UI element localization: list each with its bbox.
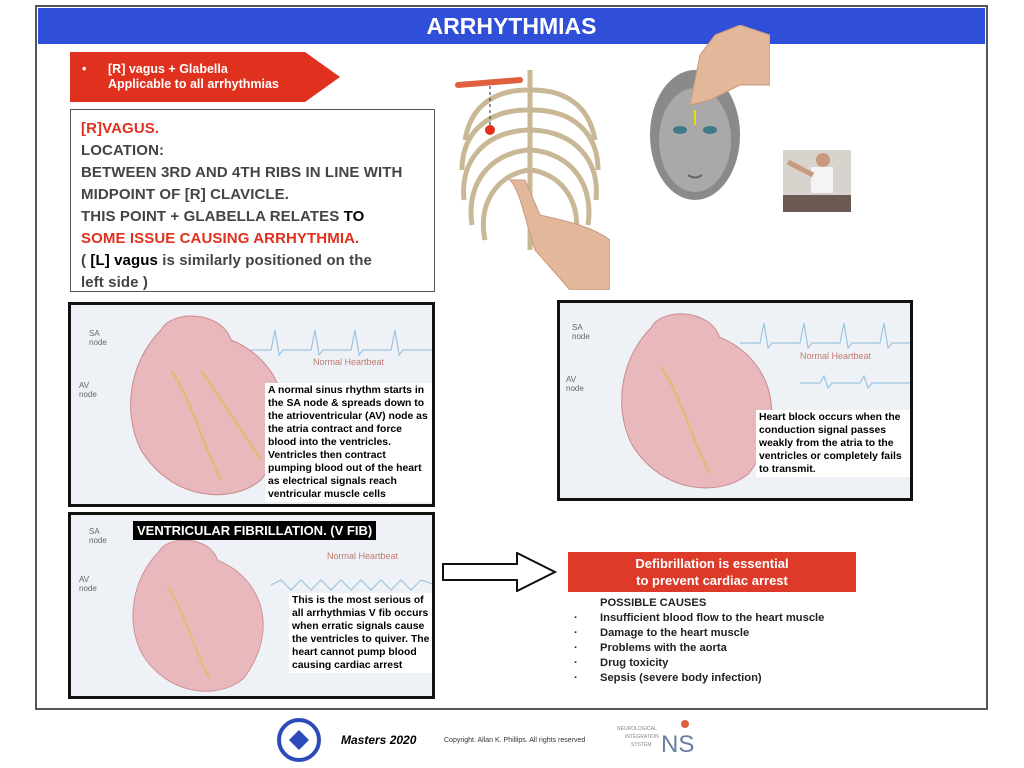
nis-logo: [615, 716, 707, 760]
defib-line1: Defibrillation is essential: [635, 556, 789, 571]
footer-copyright: Copyright. Allan K. Phillips. All rights reserved: [444, 737, 586, 744]
sa-node-label: SA node: [89, 527, 107, 545]
normal-heartbeat-label: Normal Heartbeat: [327, 551, 399, 561]
heart-image: [111, 535, 291, 699]
defibrillation-banner: [568, 552, 856, 592]
av-node-label: AV node: [79, 381, 97, 399]
rvagus-line: TO: [343, 208, 365, 225]
cause-text: Sepsis (severe body infection): [600, 672, 762, 684]
callout-line1: [R] vagus + Glabella: [108, 62, 228, 76]
svg-text:SYSTEM: SYSTEM: [631, 742, 652, 748]
list-item: · Insufficient blood flow to the heart muscle: [574, 612, 825, 624]
heart-block-panel: [557, 300, 913, 501]
rvagus-line: SOME ISSUE CAUSING ARRHYTHMIA.: [81, 230, 360, 247]
treatment-photo: [783, 150, 851, 212]
rvagus-line: left side ): [81, 274, 148, 291]
cause-text: Drug toxicity: [600, 657, 669, 669]
rvagus-line: BETWEEN 3RD AND 4TH RIBS IN LINE WITH: [81, 164, 403, 181]
rvagus-line: [L] vagus: [90, 252, 158, 269]
cause-text: Damage to the heart muscle: [600, 627, 750, 639]
svg-text:INTEGRATION: INTEGRATION: [625, 734, 659, 740]
list-item: · Sepsis (severe body infection): [574, 672, 762, 684]
cause-text: Problems with the aorta: [600, 642, 727, 654]
list-item: · Problems with the aorta: [574, 642, 727, 654]
callout-bullet: •: [82, 62, 87, 76]
rvagus-heading: [R]VAGUS.: [81, 120, 160, 137]
page-title: ARRHYTHMIAS: [38, 8, 985, 44]
vfib-banner: VENTRICULAR FIBRILLATION. (V FIB): [133, 521, 376, 540]
footer-masters: Masters 2020: [341, 733, 417, 747]
heart-block-text: Heart block occurs when the conduction signal passes weakly from the atria to the ventricles or completely fails to transmit.: [756, 410, 912, 477]
neurolink-logo: [275, 718, 323, 762]
right-arrow-icon: [442, 552, 557, 592]
vfib-text: This is the most serious of all arrhythmias V fib occurs when erratic signals cause the ventricles to quiver. The heart cannot pump blood causing cardiac arrest: [289, 593, 433, 673]
rvagus-line: MIDPOINT OF [R] CLAVICLE.: [81, 186, 290, 203]
av-node-label: AV node: [566, 375, 584, 393]
head-glabella-image: [640, 25, 770, 225]
normal-rhythm-panel: [68, 302, 435, 507]
svg-text:NS: NS: [661, 731, 695, 758]
svg-text:NEUROLOGICAL: NEUROLOGICAL: [617, 726, 657, 732]
rvagus-description: [70, 109, 435, 292]
rvagus-line: THIS POINT + GLABELLA RELATES: [81, 208, 344, 225]
vfib-panel: [68, 512, 435, 699]
causes-heading: POSSIBLE CAUSES: [600, 597, 707, 609]
possible-causes-list: [574, 596, 824, 686]
normal-heartbeat-label: Normal Heartbeat: [800, 351, 872, 361]
rvagus-line: LOCATION:: [81, 142, 165, 159]
normal-rhythm-text: A normal sinus rhythm starts in the SA node & spreads down to the atrioventricular (AV) node as the atria contract and force blood into the ventricles. Ventricles then contract pumping blood out of the heart as electrical signals reach ventricular muscle cells: [265, 383, 433, 502]
rvagus-line: (: [81, 252, 91, 269]
rvagus-line: is similarly positioned on the: [157, 252, 372, 269]
ribcage-image: [450, 50, 610, 290]
ecg-trace: [251, 325, 435, 360]
list-item: · Damage to the heart muscle: [574, 627, 750, 639]
cause-text: Insufficient blood flow to the heart muscle: [600, 612, 825, 624]
defib-line2: to prevent cardiac arrest: [636, 573, 788, 588]
list-item: · Drug toxicity: [574, 657, 669, 669]
sa-node-label: SA node: [572, 323, 590, 341]
callout-text: [82, 62, 279, 92]
callout-line2: Applicable to all arrhythmias: [108, 77, 279, 91]
sa-node-label: SA node: [89, 329, 107, 347]
av-node-label: AV node: [79, 575, 97, 593]
normal-heartbeat-label: Normal Heartbeat: [313, 357, 385, 367]
